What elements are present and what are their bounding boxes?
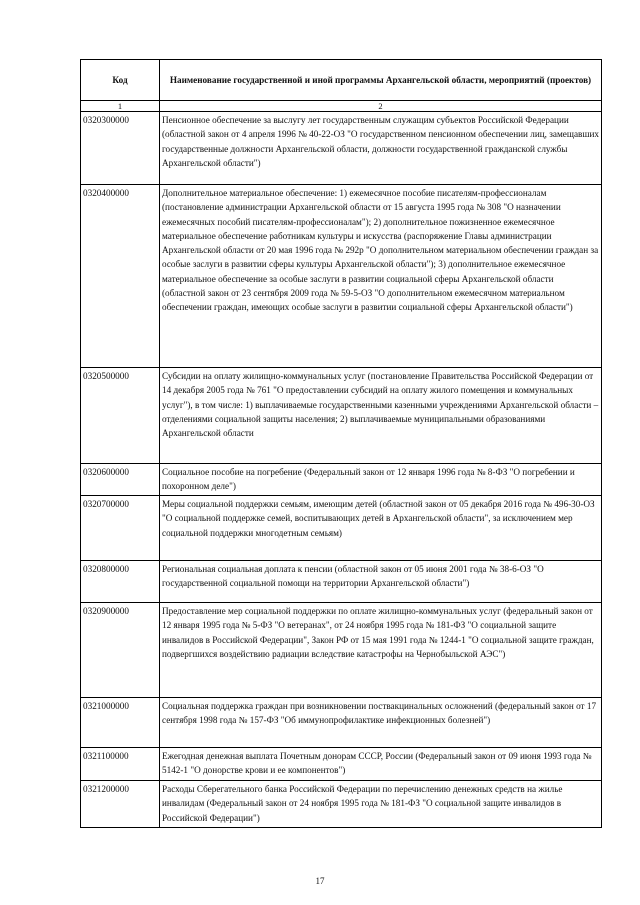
table-header-row [81,60,602,101]
row-code: 0320900000 [81,603,160,698]
table-row [81,368,602,464]
row-code: 0321100000 [81,748,160,781]
table-row [81,748,602,781]
row-code: 0320300000 [81,112,160,185]
column-number: 1 [81,101,160,112]
row-name: Предоставление мер социальной поддержки по оплате жилищно-коммунальных услуг (федеральный закон от 12 января 1995 года № 5-ФЗ "О ветеранах", от 24 ноября 1995 года № 181-ФЗ "О социальной защите инвалидов в Российской Федерации", Закон РФ от 15 мая 1991 года № 1244-1 "О социальной защите граждан, подвергшихся воздействию радиации вследствие катастрофы на Чернобыльской АЭС") [160,603,602,698]
table-row [81,781,602,828]
row-name: Пенсионное обеспечение за выслугу лет государственным служащим субъектов Российской Федерации (областной закон от 4 апреля 1996 № 40-22-ОЗ "О государственном пенсионном обеспечении лиц, замещавших государственные должности Архангельской области, должности государственной гражданской службы Архангельской области") [160,112,602,185]
table-row [81,464,602,496]
table-row [81,603,602,698]
row-name: Социальная поддержка граждан при возникновении поствакцинальных осложнений (федеральный закон от 17 сентября 1998 года № 157-ФЗ "Об иммунопрофилактике инфекционных болезней") [160,698,602,748]
row-name: Региональная социальная доплата к пенсии (областной закон от 05 июня 2001 года № 38-6-ОЗ "О государственной социальной помощи на территории Архангельской области") [160,561,602,603]
page-number: 17 [315,876,325,886]
table-row [81,185,602,368]
column-number: 2 [160,101,602,112]
row-name: Ежегодная денежная выплата Почетным донорам СССР, России (Федеральный закон от 09 июня 1993 года № 5142-1 "О донорстве крови и ее компонентов") [160,748,602,781]
row-code: 0320400000 [81,185,160,368]
programs-table [80,59,602,828]
header-code: Код [81,60,160,101]
row-name: Социальное пособие на погребение (Федеральный закон от 12 января 1996 года № 8-ФЗ "О погребении и похоронном деле") [160,464,602,496]
row-code: 0321000000 [81,698,160,748]
table-row [81,561,602,603]
row-name: Расходы Сберегательного банка Российской Федерации по перечислению денежных средств на жилье инвалидам (Федеральный закон от 24 ноября 1995 года № 181-ФЗ "О социальной защите инвалидов в Российской Федерации") [160,781,602,828]
header-name: Наименование государственной и иной программы Архангельской области, мероприятий (проектов) [160,60,602,101]
row-name: Дополнительное материальное обеспечение: 1) ежемесячное пособие писателям-профессионалам (постановление администрации Архангельской области от 15 августа 1995 года № 308 "О назначении ежемесячных пособий писателям-профессионалам"); 2) дополнительное пожизненное ежемесячное материальное обеспечение работникам культуры и искусства (распоряжение Главы администрации Архангельской области от 20 мая 1996 года № 292р "О дополнительном материальном обеспечении граждан за особые заслуги в развитии сферы культуры Архангельской области"); 3) дополнительное ежемесячное материальное обеспечение за особые заслуги в развитии социальной сферы Архангельской области (областной закон от 23 сентября 2009 года № 59-5-ОЗ "О дополнительном ежемесячном материальном обеспечении граждан, имеющих особые заслуги в развитии социальной сферы Архангельской области") [160,185,602,368]
table-row [81,496,602,561]
row-code: 0320600000 [81,464,160,496]
row-code: 0320500000 [81,368,160,464]
row-code: 0321200000 [81,781,160,828]
column-number-row [81,101,602,112]
table-row [81,698,602,748]
row-code: 0320700000 [81,496,160,561]
row-code: 0320800000 [81,561,160,603]
row-name: Меры социальной поддержки семьям, имеющим детей (областной закон от 05 декабря 2016 года № 496-30-ОЗ "О социальной поддержке семей, воспитывающих детей в Архангельской области", за исключением мер социальной поддержки многодетным семьям) [160,496,602,561]
row-name: Субсидии на оплату жилищно-коммунальных услуг (постановление Правительства Российской Федерации от 14 декабря 2005 года № 761 "О предоставлении субсидий на оплату жилого помещения и коммунальных услуг"), в том числе: 1) выплачиваемые государственными казенными учреждениями Архангельской области – отделениями социальной защиты населения; 2) выплачиваемые муниципальными образованиями Архангельской области [160,368,602,464]
table-row [81,112,602,185]
